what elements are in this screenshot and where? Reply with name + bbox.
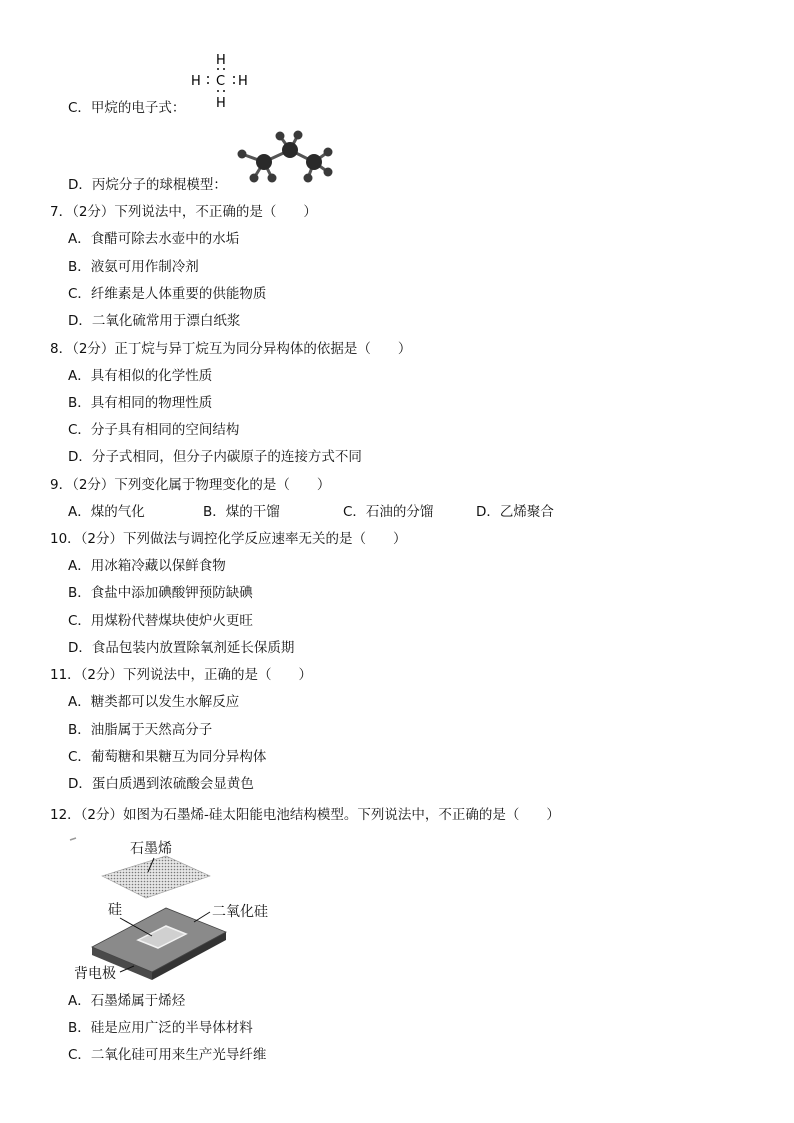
- q9-option-b: B．煤的干馏: [203, 504, 280, 520]
- q8-option-d: D．分子式相同，但分子内碳原子的连接方式不同: [68, 449, 362, 465]
- methane-electron-formula: [188, 50, 258, 112]
- q8-option-b: B．具有相同的物理性质: [68, 395, 213, 411]
- q7-option-d: D．二氧化硫常用于漂白纸浆: [68, 313, 241, 329]
- propane-ball-stick-model: [232, 128, 338, 192]
- question-8-stem: 8．（2分）正丁烷与异丁烷互为同分异构体的依据是（ ）: [50, 341, 412, 357]
- h-bottom: H: [216, 96, 226, 111]
- question-9-stem: 9．（2分）下列变化属于物理变化的是（ ）: [50, 477, 331, 493]
- label-back-electrode: 背电极: [74, 966, 116, 982]
- q9-option-d: D．乙烯聚合: [476, 504, 554, 520]
- q10-option-d: D．食品包装内放置除氧剂延长保质期: [68, 640, 295, 656]
- q12-option-b: B．硅是应用广泛的半导体材料: [68, 1020, 253, 1036]
- q11-option-b: B．油脂属于天然高分子: [68, 722, 213, 738]
- label-silicon: 硅: [108, 902, 122, 918]
- q11-option-a: A．糖类都可以发生水解反应: [68, 694, 240, 710]
- label-silica: 二氧化硅: [212, 904, 268, 920]
- question-12-stem: 12．（2分）如图为石墨烯-硅太阳能电池结构模型。下列说法中，不正确的是（ ）: [50, 807, 560, 823]
- q7-option-c: C．纤维素是人体重要的供能物质: [68, 286, 267, 302]
- label-graphene: 石墨烯: [130, 841, 172, 857]
- q7-option-a: A．食醋可除去水壶中的水垢: [68, 231, 240, 247]
- q8-option-a: A．具有相似的化学性质: [68, 368, 213, 384]
- q8-option-c: C．分子具有相同的空间结构: [68, 422, 240, 438]
- graphene-sheet: [102, 856, 210, 898]
- c-center: C: [216, 74, 226, 89]
- q11-option-c: C．葡萄糖和果糖互为同分异构体: [68, 749, 267, 765]
- q12-option-c: C．二氧化硅可用来生产光导纤维: [68, 1047, 267, 1063]
- q7-option-b: B．液氨可用作制冷剂: [68, 259, 199, 275]
- q10-option-a: A．用冰箱冷藏以保鲜食物: [68, 558, 226, 574]
- graphene-silicon-solar-cell-figure: [62, 832, 312, 988]
- q11-option-d: D．蛋白质遇到浓硫酸会显黄色: [68, 776, 254, 792]
- question-11-stem: 11．（2分）下列说法中，正确的是（ ）: [50, 667, 313, 683]
- q9-option-a: A．煤的气化: [68, 504, 145, 520]
- q10-option-c: C．用煤粉代替煤块使炉火更旺: [68, 613, 253, 629]
- q9-options-row: [68, 503, 628, 521]
- h-right: H: [238, 74, 248, 89]
- q12-option-a: A．石墨烯属于烯烃: [68, 993, 186, 1009]
- option-d-propane: D．丙烷分子的球棍模型：: [68, 177, 227, 193]
- q10-option-b: B．食盐中添加碘酸钾预防缺碘: [68, 585, 253, 601]
- q9-option-c: C．石油的分馏: [343, 504, 434, 520]
- h-top: H: [216, 53, 226, 68]
- option-c-methane: C．甲烷的电子式：: [68, 100, 186, 116]
- question-10-stem: 10．（2分）下列做法与调控化学反应速率无关的是（ ）: [50, 531, 407, 547]
- h-left: H: [191, 74, 201, 89]
- question-7-stem: 7．（2分）下列说法中，不正确的是（ ）: [50, 204, 317, 220]
